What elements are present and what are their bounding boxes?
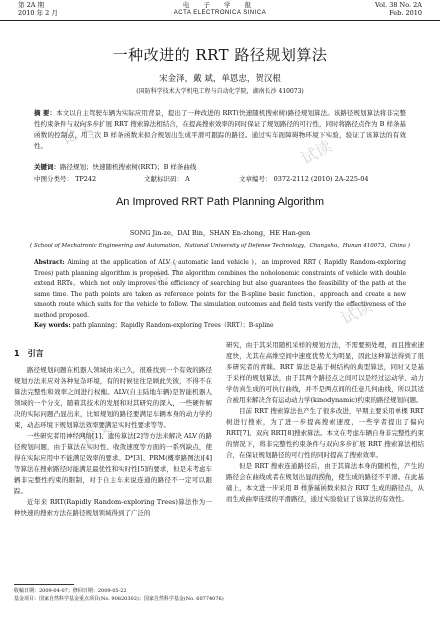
paragraph: 路径规划问题在机器人领域由来已久，很难找到一个有效的路径规划方法来应对各种复杂环境，有的时候往往是顾此失彼，不得不在算法完整性和效率之间进行权衡。ALV(自主陆地车辆)是智能机器人领域的一个分支，随着其技术的发展和对其研究的深入，一些硬件解决的实际问题凸显出来，比如规划的路径要满足车辆本身的动力学约束，动态环境下规划算法效率要满足实时性要求等等。 (14, 366, 212, 429)
paper-title-en: An Improved RRT Path Planning Algorithm (115, 196, 325, 208)
watermark: 试读 (297, 136, 336, 169)
right-column (226, 340, 424, 505)
journal-name-en: ACTA ELECTRONICA SINICA (173, 10, 267, 16)
abstract-label-en: Abstract: (34, 259, 65, 266)
paragraph: 近年来 RRT(Rapidly Random-exploring Trees)算法作为一种快速的搜索方法在路径规划领域得到了广泛的 (14, 498, 212, 517)
volume-en: Vol. 38 No. 2A (374, 1, 422, 9)
issue-number: 第 2A 期 (18, 1, 44, 9)
authors-en: SONG Jin-ze，DAI Bin，SHAN En-zhong，HE Han-gen (129, 229, 311, 237)
watermark: 论文 (77, 416, 116, 449)
affiliation-cn: (国防科学技术大学机电工程与自动化学院，湖南长沙 410073) (136, 88, 304, 95)
left-column (14, 340, 212, 519)
journal-name-cn: 电 子 学 报 (182, 1, 258, 9)
watermark: 论文 (57, 116, 96, 149)
paragraph: 一些研究者用神经网络[1]、遗传算法[2]等方法来解决 ALV 的路径规划问题，由于算法在实时性、收敛速度等方面的一系列缺点，使得在实际应用中不能满足效率的要求。D*[3]、PRM(概率路图法)[4]等算法在搜索路径时能满足最优性和实时性[5]的要求，但是未考虑车辆非完整性约束的限制，对于自主车来说连通的路径不一定可以跟踪。 (14, 432, 212, 495)
keywords-label-cn: 关键词： (34, 163, 60, 171)
date-en: Feb. 2010 (389, 9, 422, 17)
section-heading: 1 引言 (14, 349, 44, 358)
abstract-en (34, 258, 406, 321)
paragraph: 但是 RRT 搜索连通路径后，由于其算法本身的随机性，产生的路径会在曲线或者在规划出显的拐角，使生成的路径不平滑。在此基础上，本文进一步采用 B 样条基函数来拟合 RRT 生成的路径点，从而生成曲率连续的平滑路径，通过实验验证了该算法的有效性。 (226, 462, 424, 503)
affiliation-en: ( School of Mechatronic Engineering and Automation，National University of Defense Technology，Changsha，Hunan 410073，China ) (30, 243, 410, 249)
header-right (375, 1, 422, 17)
paragraph: 研究，由于其采用随机采样的规划方法，不需要预处理，而且搜索速度快，尤其在高维空间中速度优势尤为明显，因此这种算法得到了很多研究者的青睐。RRT 算法是基于树结构的典型算法，同时又是基于采样的规划算法，由于其两个路径点之间可以是经过运动学、动力学仿真生成的可执行曲线，并不是两点间的任意几何曲线，所以其适合被用来解决含有运动动力学(kinodynamic)约束的路径规划问题。 (226, 341, 424, 404)
abstract-cn (34, 108, 406, 152)
footnote-fund: 基金项目：国家自然科学基金重点项目(No. 90820302)；国家自然科学基金(No. 60774076) (14, 596, 224, 602)
class-number: 中图分类号： TP242 (34, 175, 97, 183)
document-code: 文献标识码： A (144, 175, 190, 183)
authors-cn: 宋金泽，戴 斌，单恩忠，贺汉根 (159, 74, 281, 84)
keywords-en (34, 320, 406, 329)
keywords-text-en: path planning；Rapidly Random-exploring Trees（RRT）；B-spline (72, 322, 274, 329)
article-number: 文章编号： 0372-2112 (2010) 2A-225-04 (239, 175, 369, 183)
keywords-text-cn: 路径规划；快速随机搜索树(RRT)；B 样条曲线 (60, 163, 197, 171)
issue-date: 2010 年 2 月 (18, 9, 58, 17)
footnote-received: 收稿日期：2009-04-07；修回日期：2009-05-22 (14, 588, 127, 594)
paper-title-cn: 一种改进的 RRT 路径规划算法 (112, 46, 328, 64)
keywords-label-en: Key words: (34, 322, 71, 329)
watermark: 试读 (297, 466, 336, 499)
journal-header (0, 0, 440, 21)
keywords-cn (34, 162, 406, 171)
footnotes (14, 587, 314, 603)
paragraph: 目前 RRT 搜索算法也产生了很多改进，早期主要采用单棵 RRT 树进行搜索，为了进一步提高搜索速度，一些学者提出了偏向 RRT[7]、双向 RRT[8]搜索算法。本文在考虑车辆自身非完整性约束的情况下，将非完整性约束条件与双向多步扩展 RRT 搜索算法相结合，在保证规划路径的可行性的同时提高了搜索效率。 (226, 407, 424, 459)
watermark: 试读 (337, 296, 376, 329)
abstract-text-en: Aiming at the application of ALV ( automatic land vehicle )，an improved RRT ( Rapidly Random-exploring Trees) path planning algorithm is proposed. The algorithm combines the noholonomic constraints of vehicle with double extend RRTs，which not only improves the efficiency of searching but also guarantees the feasibility of the path at the same time. The path points are taken as reference points for the B-spline basic function，approach and create a new smooth route which suits for the vehicle to follow. The simulation outcomes and field tests verify the effectiveness of the method proposed. (34, 259, 406, 319)
footnote-divider (14, 584, 74, 585)
watermark: 论文 (147, 256, 186, 289)
abstract-label-cn: 摘 要： (34, 109, 57, 117)
abstract-text-cn: 本文以自主驾驶车辆为实际应用背景，提出了一种改进的 RRT(快速随机搜索树)路径规划算法。该路径规划算法将非完整性约束条件与双向多步扩展 RRT 搜索算法相结合，在提高搜索效率的同时保证了规划路径的可行性，同时将路径点作为 B 样条基函数的控制点，用三次 B 样条函数来拟合规划出生成平滑可跟踪的路径。通过实车面障碍物环境下实验，验证了该算法的有效性。 (34, 109, 406, 150)
